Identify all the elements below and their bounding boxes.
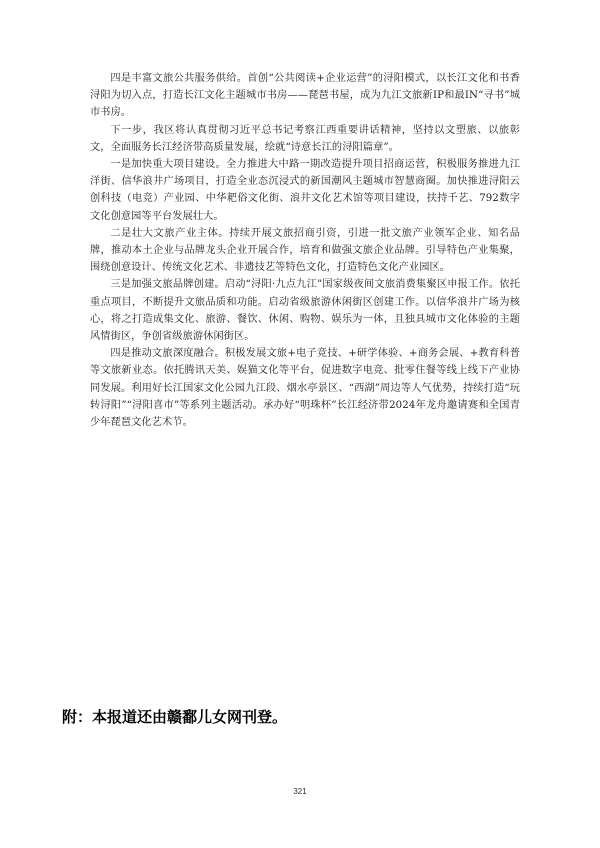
- article-body: [90, 70, 520, 431]
- publication-note: 附：本报道还由赣鄱儿女网刊登。: [62, 708, 288, 726]
- page-number: 321: [293, 787, 307, 796]
- paragraph-major-projects: 一是加快重大项目建设。全力推进大中路一期改造提升项目招商运营，积极服务推进九江洋街、信华浪井广场项目，打造全业态沉浸式的新国潮风主题城市智慧商圈。加快推进浔阳云创科技（电竞）产业园、中华耙俗文化街、浪井文化艺术馆等项目建设，扶持千艺、792数字文化创意园等平台发展壮大。: [90, 159, 520, 222]
- paragraph-brand-building: 三是加强文旅品牌创建。启动“浔阳·九点九江”国家级夜间文旅消费集聚区申报工作。依托重点项目，不断提升文旅品质和功能。启动省级旅游休闲街区创建工作。以信华浪井广场为核心，将之打造成集文化、旅游、餐饮、休闲、购物、娱乐为一体，且独具城市文化体验的主题风情街区，争创省级旅游休闲街区。: [90, 279, 520, 343]
- paragraph-public-service: 四是丰富文旅公共服务供给。首创“公共阅读+企业运营”的浔阳模式，以长江文化和书香浔阳为切入点，打造长江文化主题城市书房——琵琶书屋，成为九江文旅新IP和最IN“寻书”城市书房。: [90, 73, 520, 119]
- paragraph-industry-entities: 二是壮大文旅产业主体。持续开展文旅招商引资，引进一批文旅产业领军企业、知名品牌，推动本土企业与品牌龙头企业开展合作，培育和做强文旅企业品牌。引导特色产业集聚，围绕创意设计、传统文化艺术、非遗技艺等特色文化，打造特色文化产业园区。: [90, 227, 520, 274]
- paragraph-next-steps: 下一步，我区将认真贯彻习近平总书记考察江西重要讲话精神，坚持以文塑旅、以旅彰文，全面服务长江经济带高质量发展，绘就“诗意长江的浔阳篇章”。: [90, 124, 520, 153]
- paragraph-deep-integration: 四是推动文旅深度融合。积极发展文旅+电子竞技、+研学体验、+商务会展、+教育科普等文旅新业态。依托腾讯天美、娱猫文化等平台，促进数字电竞、批零住餐等线上线下产业协同发展。利用好长江国家文化公园九江段、烟水亭景区、“西湖”周边等人气优势，持续打造“玩转浔阳”“浔阳喜市”等系列主题活动。承办好“明珠杯”长江经济带2024年龙舟邀请赛和全国青少年琵琶文化艺术节。: [90, 348, 520, 429]
